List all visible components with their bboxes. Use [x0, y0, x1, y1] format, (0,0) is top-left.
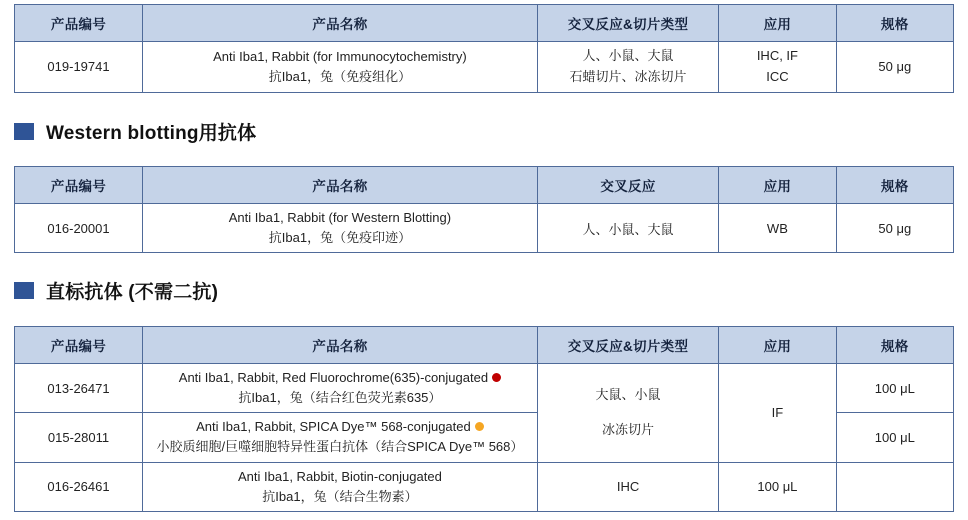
cross-line-2: 冰冻切片	[602, 421, 655, 437]
section-title-text: 直标抗体 (不需二抗)	[46, 282, 219, 303]
table-row	[15, 42, 954, 93]
cell-application: IHC	[537, 462, 718, 511]
cell-application: WB	[719, 204, 836, 253]
product-table-2	[14, 166, 954, 253]
column-header-name: 产品名称	[143, 167, 538, 204]
column-header-cross: 交叉反应&切片类型	[537, 5, 718, 42]
product-name-cn: 抗Iba1，兔（免疫印迹）	[268, 230, 412, 246]
product-table-block-1	[14, 4, 954, 93]
cell-code: 013-26471	[15, 364, 143, 413]
section-heading-direct-conjugated	[14, 277, 218, 304]
product-table-block-3	[14, 326, 954, 512]
column-header-name: 产品名称	[143, 5, 538, 42]
cell-spec: 50 μg	[836, 204, 953, 253]
product-name-en-wrap	[145, 417, 535, 437]
square-marker-icon	[14, 282, 34, 299]
cell-name	[143, 204, 538, 253]
product-table-3	[14, 326, 954, 512]
cell-spec: 100 μL	[719, 462, 836, 511]
product-name-cn: 抗Iba1，兔（免疫组化）	[268, 68, 412, 84]
cross-line-2: 石蜡切片、冰冻切片	[569, 68, 687, 84]
column-header-cross: 交叉反应&切片类型	[537, 327, 718, 364]
column-header-name: 产品名称	[143, 327, 538, 364]
cell-name	[143, 413, 538, 462]
column-header-app: 应用	[719, 327, 836, 364]
cell-cross-reactivity	[537, 42, 718, 93]
cell-code: 015-28011	[15, 413, 143, 462]
section-heading-western-blotting	[14, 118, 256, 145]
table-header-row	[15, 167, 954, 204]
product-name-en: Anti Iba1, Rabbit, Red Fluorochrome(635)-conjugated	[178, 370, 489, 385]
column-header-spec: 规格	[836, 327, 953, 364]
section-title-text: Western blotting用抗体	[46, 123, 257, 144]
cell-cross-reactivity	[537, 364, 718, 463]
cell-spec: 100 μL	[836, 413, 953, 462]
table-row	[15, 364, 954, 413]
application-line-2: ICC	[766, 68, 789, 84]
product-table-block-2	[14, 166, 954, 253]
cross-line-1: 大鼠、小鼠	[595, 386, 661, 402]
column-header-cross: 交叉反应	[537, 167, 718, 204]
table-header-row	[15, 5, 954, 42]
column-header-app: 应用	[719, 167, 836, 204]
column-header-spec: 规格	[836, 5, 953, 42]
cell-application	[719, 42, 836, 93]
product-name-en: Anti Iba1, Rabbit (for Immunocytochemistry)	[213, 48, 467, 64]
product-name-cn: 小胶质细胞/巨噬细胞特异性蛋白抗体（结合SPICA Dye™ 568）	[156, 439, 524, 455]
product-name-cn: 抗Iba1，兔（结合生物素）	[262, 488, 418, 504]
column-header-app: 应用	[719, 5, 836, 42]
cell-code: 019-19741	[15, 42, 143, 93]
product-name-en: Anti Iba1, Rabbit, SPICA Dye™ 568-conjugated	[196, 419, 471, 435]
red-fluorochrome-dot-icon	[492, 373, 501, 382]
table-row	[15, 462, 954, 511]
square-marker-icon	[14, 123, 34, 140]
cross-line-1: 人、小鼠、大鼠	[582, 48, 674, 63]
table-header-row	[15, 327, 954, 364]
application-line-1: IHC, IF	[756, 48, 798, 63]
product-table-1	[14, 4, 954, 93]
column-header-code: 产品编号	[15, 5, 143, 42]
cell-code: 016-20001	[15, 204, 143, 253]
column-header-code: 产品编号	[15, 327, 143, 364]
cell-code: 016-26461	[15, 462, 143, 511]
column-header-code: 产品编号	[15, 167, 143, 204]
cell-spec: 50 μg	[836, 42, 953, 93]
column-header-spec: 规格	[836, 167, 953, 204]
product-name-en: Anti Iba1, Rabbit (for Western Blotting)	[228, 210, 452, 225]
cell-name	[143, 462, 538, 511]
cell-application: IF	[719, 364, 836, 463]
product-name-en: Anti Iba1, Rabbit, Biotin-conjugated	[238, 468, 442, 484]
cell-spec: 100 μL	[836, 364, 953, 413]
product-name-en-wrap	[145, 368, 535, 388]
product-name-cn: 抗Iba1，兔（结合红色荧光素635）	[238, 390, 442, 406]
cell-name	[143, 42, 538, 93]
cell-cross-reactivity: 人、小鼠、大鼠	[537, 204, 718, 253]
cell-name	[143, 364, 538, 413]
table-row	[15, 204, 954, 253]
orange-fluorochrome-dot-icon	[475, 422, 484, 431]
